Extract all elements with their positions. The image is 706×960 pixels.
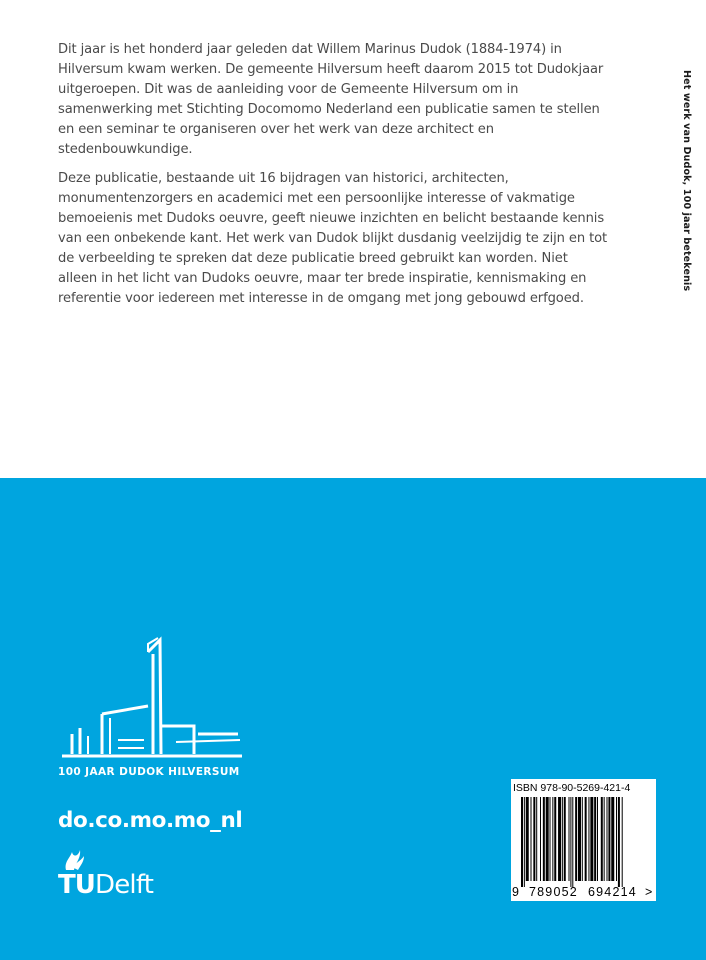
ean-trail: > <box>645 885 653 899</box>
spine-title: Het werk van Dudok, 100 jaar betekenis <box>681 70 692 292</box>
barcode-bar <box>611 797 614 881</box>
dudok-caption: 100 JAAR DUDOK HILVERSUM <box>58 766 240 778</box>
barcode-bar <box>601 797 603 881</box>
blurb-paragraph-1: Dit jaar is het honderd jaar geleden dat Willem Marinus Dudok (1884-1974) in Hilversum kwam werken. De gemeente Hilversum heeft daarom 2015 tot Dudokjaar uitgeroepen. Dit was de aanleiding voor de Gemeente Hilversum om in samenwerking met Stichting Docomomo Nederland een publicatie samen te stellen en een seminar te organiseren over het werk van deze architect en stedenbouwkundige. <box>58 42 604 157</box>
barcode-bar <box>618 797 620 887</box>
flame-icon <box>60 848 90 872</box>
barcode-bar <box>558 797 561 881</box>
barcode-bar <box>552 797 553 881</box>
docomomo-logo: do.co.mo.mo_nl <box>58 808 243 833</box>
barcode-bar <box>607 797 608 881</box>
barcode-bar <box>608 797 610 881</box>
barcode-bar <box>536 797 537 881</box>
tu-label: TU <box>58 870 95 900</box>
barcode-bar <box>550 797 551 881</box>
barcode-bar <box>594 797 596 881</box>
isbn-barcode <box>511 779 656 901</box>
barcode-bar <box>564 797 566 881</box>
barcode-bar <box>521 797 523 887</box>
barcode-bar <box>604 797 605 881</box>
barcode-bar <box>526 797 529 881</box>
barcode-bar <box>533 797 535 881</box>
barcode-bar <box>554 797 556 881</box>
ean-lead-digit: 9 <box>512 885 519 899</box>
barcode-bar <box>622 797 623 887</box>
delft-label: Delft <box>95 870 154 900</box>
barcode-bar <box>543 797 545 881</box>
isbn-label: ISBN 978-90-5269-421-4 <box>513 782 631 794</box>
barcode-bar <box>582 797 583 881</box>
top-white-panel <box>0 0 706 478</box>
barcode-bar <box>531 797 532 881</box>
ean-right-digits: 694214 <box>588 885 637 899</box>
barcode-bar <box>590 797 593 881</box>
barcode-bar <box>578 797 581 881</box>
barcode-bars <box>519 797 649 889</box>
town-hall-tower-icon <box>58 634 244 764</box>
ean-left-digits: 789052 <box>529 885 578 899</box>
barcode-bar <box>562 797 563 881</box>
barcode-bar <box>575 797 577 881</box>
barcode-bar <box>616 797 617 881</box>
barcode-bar <box>546 797 549 881</box>
blurb <box>58 40 610 318</box>
barcode-bar <box>570 797 571 887</box>
barcode-bar <box>572 797 573 887</box>
blurb-paragraph-2: Deze publicatie, bestaande uit 16 bijdragen van historici, architecten, monumentenzorgers en academici met een persoonlijke interesse of vakmatige bemoeienis met Dudoks oeuvre, geeft nieuwe inzichten en belicht bestaande kennis van een onbekende kant. Het werk van Dudok blijkt dusdanig veelzijdig te zijn en tot de verbeelding te spreken dat deze publicatie breed gebruikt kan worden. Niet alleen in het licht van Dudoks oeuvre, maar ter brede inspiratie, kennismaking en referentie voor iedereen met interesse in de omgang met jong gebouwd erfgoed. <box>58 171 608 306</box>
barcode-bar <box>569 797 570 881</box>
barcode-bar <box>597 797 598 881</box>
barcode-bar <box>585 797 587 881</box>
barcode-bar <box>524 797 525 887</box>
tudelft-logo <box>58 848 198 904</box>
dudok-100-logo <box>58 634 244 784</box>
barcode-bar <box>540 797 541 881</box>
barcode-bar <box>588 797 589 881</box>
